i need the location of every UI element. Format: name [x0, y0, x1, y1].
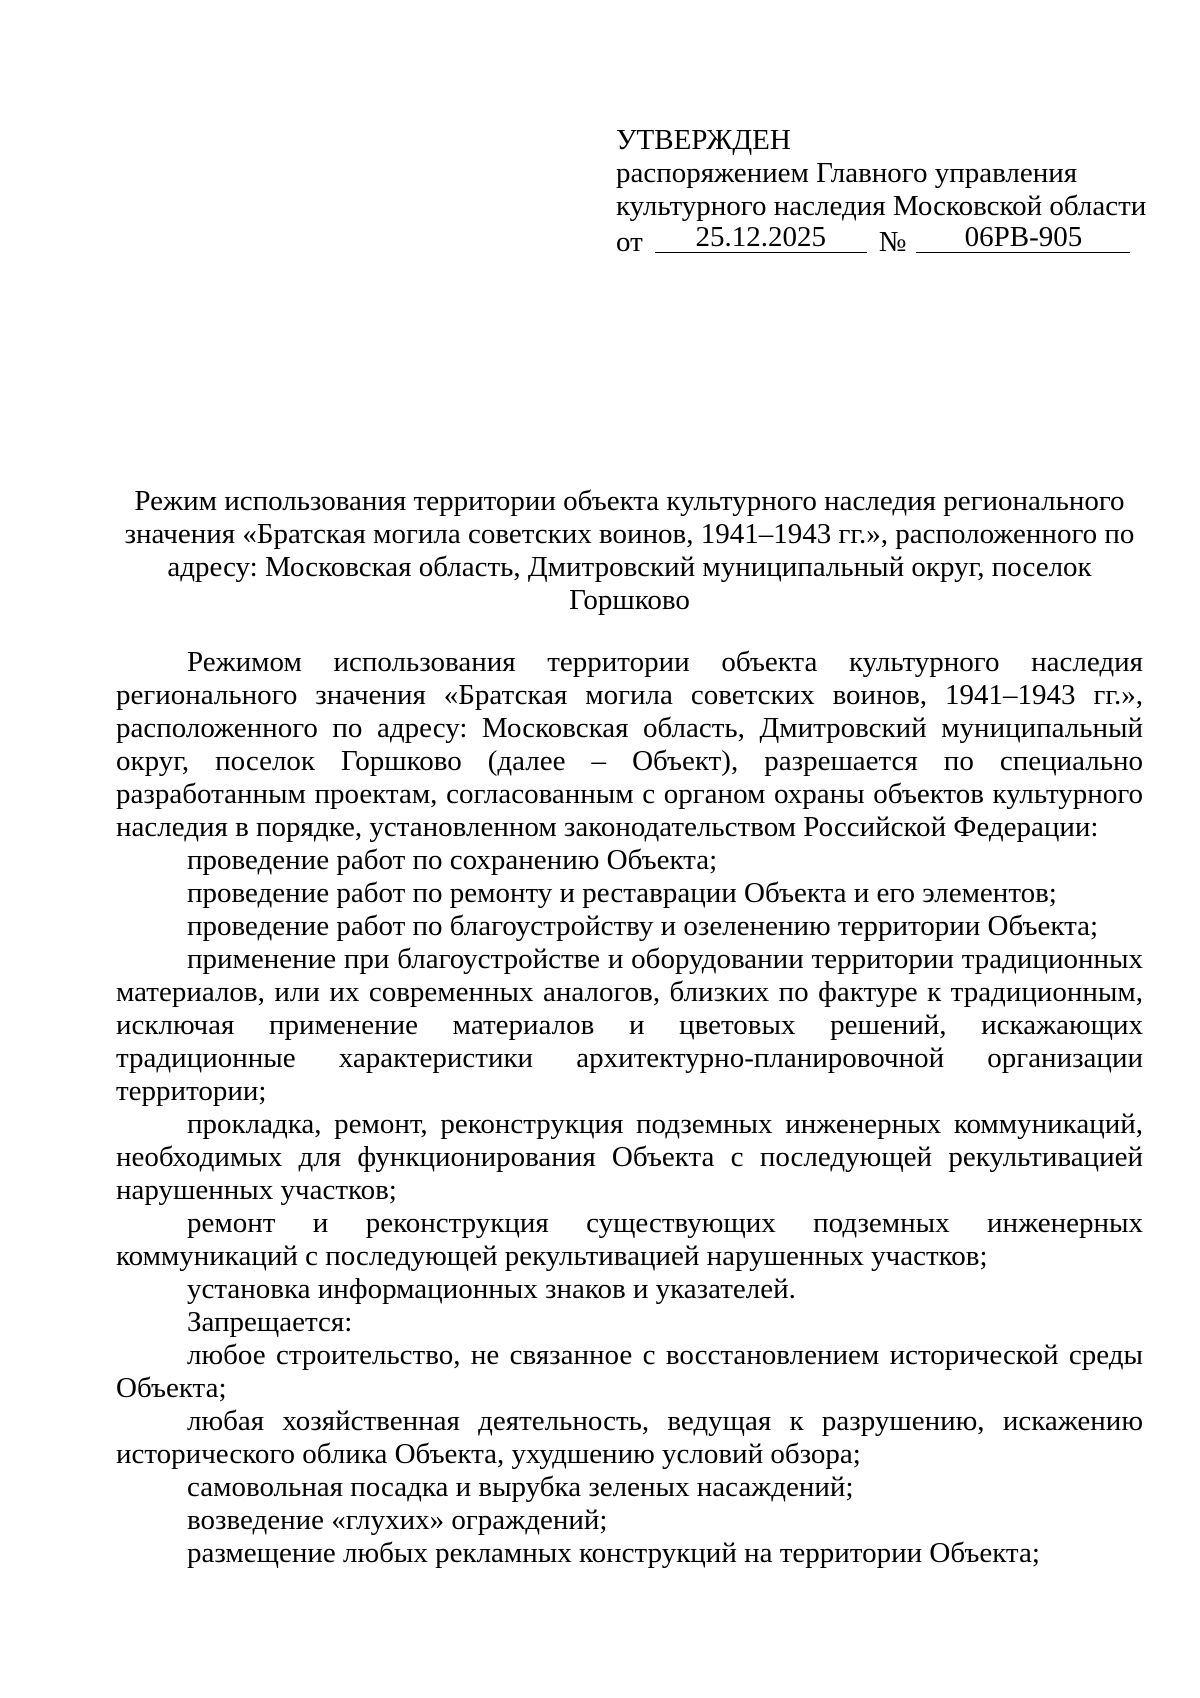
- approval-number: 06РВ-905: [916, 222, 1130, 253]
- paragraph: прокладка, ремонт, реконструкция подземных инженерных коммуникаций, необходимых для функционирования Объекта с последующей рекультивацией нарушенных участков;: [116, 1108, 1143, 1206]
- paragraph: размещение любых рекламных конструкций на территории Объекта;: [187, 1537, 1040, 1569]
- approval-block: [616, 124, 1147, 259]
- date-prefix: от: [616, 226, 643, 258]
- approval-line-1: распоряжением Главного управления: [616, 157, 1078, 189]
- paragraph: возведение «глухих» ограждений;: [187, 1504, 608, 1536]
- paragraph: самовольная посадка и вырубка зеленых насаждений;: [187, 1471, 854, 1503]
- paragraph: Режимом использования территории объекта культурного наследия регионального значения «Братская могила советских воинов, 1941–1943 гг.», расположенного по адресу: Московская область, Дмитровский муниципальный округ, поселок Горшково (далее – Объект), разрешается по специально разработанным проектам, согласованным с органом охраны объектов культурного наследия в порядке, установленном законодательством Российской Федерации:: [116, 646, 1143, 843]
- paragraph: Запрещается:: [187, 1306, 353, 1338]
- paragraph: любое строительство, не связанное с восстановлением исторической среды Объекта;: [116, 1339, 1143, 1404]
- paragraph: проведение работ по сохранению Объекта;: [187, 844, 718, 876]
- paragraph: применение при благоустройстве и оборудовании территории традиционных материалов, или их современных аналогов, близких по фактуре к традиционным, исключая применение материалов и цветовых решений, искажающих традиционные характеристики архитектурно-планировочной организации территории;: [116, 943, 1143, 1107]
- number-prefix: №: [878, 226, 907, 258]
- paragraph: ремонт и реконструкция существующих подземных инженерных коммуникаций с последующей рекультивацией нарушенных участков;: [116, 1207, 1143, 1272]
- approval-line-2: культурного наследия Московской области: [616, 190, 1147, 222]
- paragraph: проведение работ по ремонту и реставрации Объекта и его элементов;: [187, 877, 1057, 909]
- document-title: Режим использования территории объекта культурного наследия регионального значения «Братская могила советских воинов, 1941–1943 гг.», расположенного по адресу: Московская область, Дмитровский муниципальный округ, поселок Горшково: [124, 485, 1135, 616]
- paragraph: проведение работ по благоустройству и озеленению территории Объекта;: [187, 910, 1099, 942]
- paragraph: любая хозяйственная деятельность, ведущая к разрушению, искажению исторического облика Объекта, ухудшению условий обзора;: [116, 1405, 1143, 1470]
- approval-heading: УТВЕРЖДЕН: [616, 124, 791, 156]
- document-body: [116, 646, 1143, 1570]
- paragraph: установка информационных знаков и указателей.: [187, 1273, 796, 1305]
- approval-date-number-line: [616, 223, 1136, 259]
- approval-date: 25.12.2025: [655, 222, 867, 253]
